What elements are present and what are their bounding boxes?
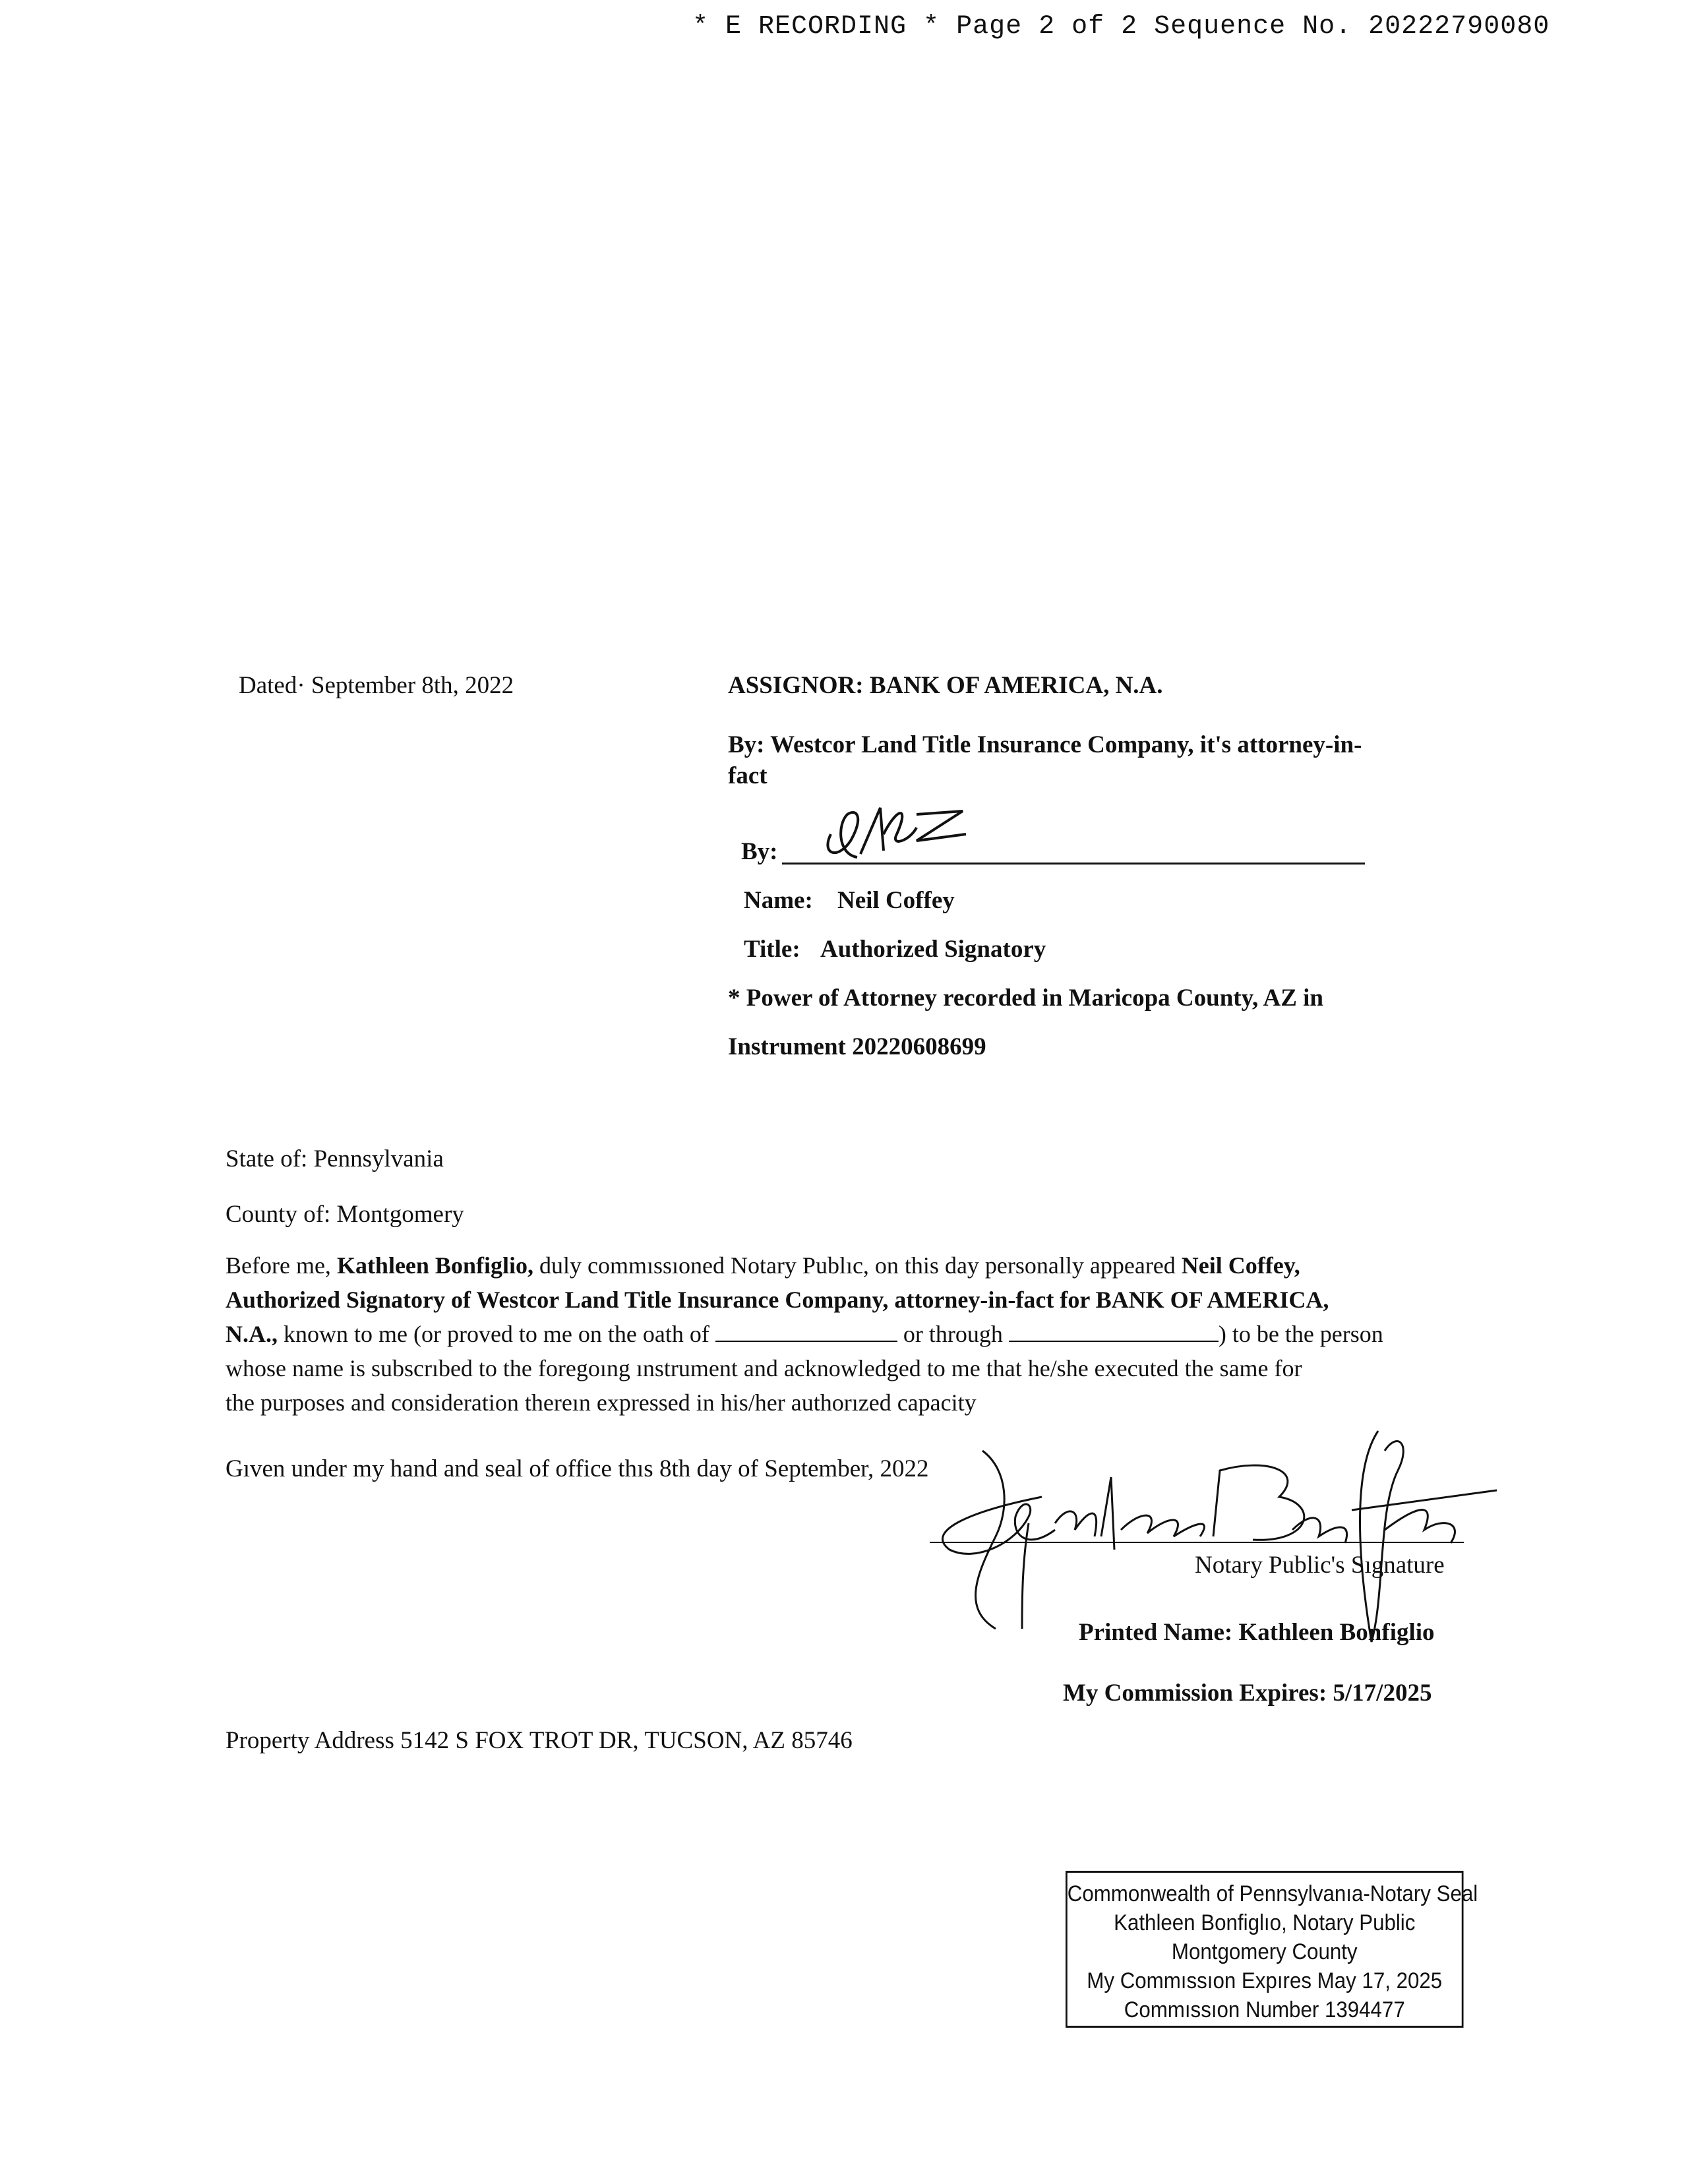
name-label: Name: — [744, 887, 813, 914]
commission-expires: My Commission Expires: 5/17/2025 — [1063, 1680, 1432, 1707]
by-attorney-line-2: fact — [728, 762, 768, 789]
printed-name: Printed Name: Kathleen Bonfiglio — [1079, 1619, 1435, 1646]
given-line: Gıven under my hand and seal of office thıs 8th day of September, 2022 — [226, 1455, 929, 1482]
poa-line-2: Instrument 20220608699 — [728, 1033, 986, 1060]
title-label: Title: — [744, 936, 800, 963]
name-value: Neil Coffey — [837, 887, 955, 914]
notary-seal-stamp — [1066, 1871, 1478, 2028]
property-address: Property Address 5142 S FOX TROT DR, TUCSON, AZ 85746 — [226, 1727, 853, 1754]
na-text: N.A., — [226, 1321, 278, 1347]
notary-signature — [923, 1431, 1503, 1649]
oath-blank — [715, 1321, 897, 1342]
before-me-text: Before me, — [226, 1252, 337, 1279]
seal-line-3: Montgomery County — [1171, 1939, 1358, 1964]
notary-name-inline: Kathleen Bonfiglio, — [336, 1252, 533, 1279]
appeared-name: Neil Coffey, — [1181, 1252, 1300, 1279]
acknowledgment-line-5: the purposes and consideration thereın expressed in his/her authorızed capacity — [226, 1389, 977, 1416]
through-blank — [1009, 1321, 1219, 1342]
or-through-text: or through — [897, 1321, 1009, 1347]
dated-line: Dated· September 8th, 2022 — [239, 672, 514, 699]
assignor-line: ASSIGNOR: BANK OF AMERICA, N.A. — [728, 672, 1163, 699]
county-line: County of: Montgomery — [226, 1201, 464, 1228]
title-value: Authorized Signatory — [820, 936, 1046, 963]
seal-line-2: Kathleen Bonfiglıo, Notary Public — [1114, 1910, 1416, 1935]
by-attorney-line-1: By: Westcor Land Title Insurance Company, it's attorney-in- — [728, 731, 1362, 758]
to-be-person-text: ) to be the person — [1218, 1321, 1383, 1347]
commissioned-text: duly commıssıoned Notary Publıc, on this day personally appeared — [533, 1252, 1182, 1279]
poa-line-1: * Power of Attorney recorded in Maricopa County, AZ in — [728, 985, 1324, 1012]
signer-signature — [811, 795, 982, 867]
seal-line-1: Commonwealth of Pennsylvanıa-Notary Seal — [1067, 1881, 1478, 1906]
seal-line-4: My Commıssıon Expıres May 17, 2025 — [1087, 1968, 1443, 1993]
appeared-title: Authorized Signatory of Westcor Land Title Insurance Company, attorney-in-fact for BANK OF AMERICA, — [226, 1287, 1329, 1313]
by-label: By: — [741, 838, 778, 865]
notary-acknowledgment — [226, 1248, 1478, 1420]
known-to-me-text: known to me (or proved to me on the oath of — [278, 1321, 715, 1347]
acknowledgment-line-4: whose name is subscrıbed to the foregoıng ınstrument and acknowledged to me that he/she executed the same for — [226, 1355, 1302, 1381]
seal-line-5: Commıssıon Number 1394477 — [1124, 1997, 1405, 2022]
recording-header: * E RECORDING * Page 2 of 2 Sequence No. 20222790080 — [692, 12, 1550, 42]
state-line: State of: Pennsylvania — [226, 1145, 444, 1172]
notary-signature-caption: Notary Public's Sıgnature — [1195, 1552, 1445, 1579]
